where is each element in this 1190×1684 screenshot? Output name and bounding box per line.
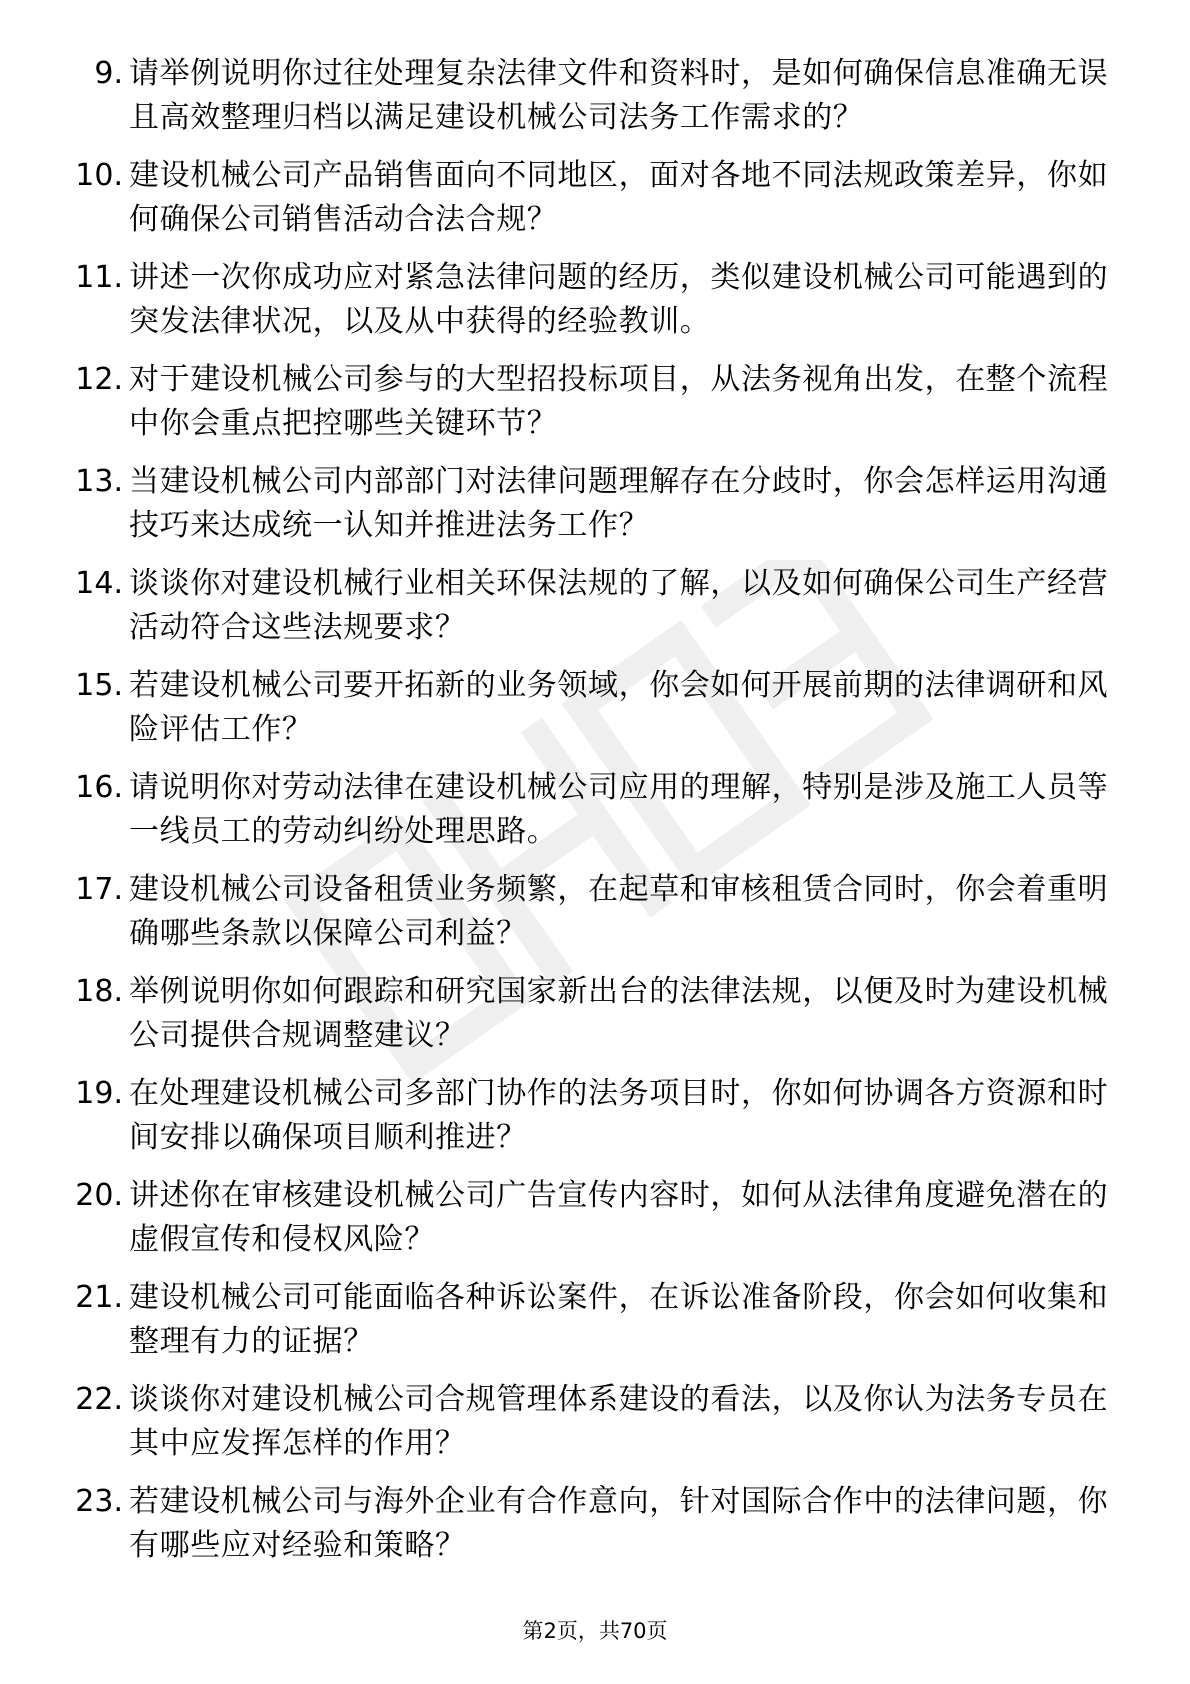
question-item	[55, 358, 1135, 460]
question-item	[55, 1276, 1135, 1378]
question-text: 建设机械公司可能面临各种诉讼案件，在诉讼准备阶段，你会如何收集和整理有力的证据？	[129, 1280, 1109, 1359]
question-number: 21.	[75, 1280, 123, 1315]
question-text: 讲述你在审核建设机械公司广告宣传内容时，如何从法律角度避免潜在的虚假宣传和侵权风险？	[129, 1178, 1109, 1257]
question-text: 若建设机械公司与海外企业有合作意向，针对国际合作中的法律问题，你有哪些应对经验和策略？	[129, 1484, 1109, 1563]
question-item	[55, 562, 1135, 664]
question-number: 22.	[75, 1382, 123, 1417]
question-item	[55, 868, 1135, 970]
question-item	[55, 1072, 1135, 1174]
question-number: 18.	[75, 974, 123, 1009]
question-text: 讲述一次你成功应对紧急法律问题的经历，类似建设机械公司可能遇到的突发法律状况，以及从中获得的经验教训。	[129, 260, 1109, 339]
question-item	[55, 52, 1135, 154]
question-text: 若建设机械公司要开拓新的业务领域，你会如何开展前期的法律调研和风险评估工作？	[129, 668, 1109, 747]
question-number: 17.	[75, 872, 123, 907]
question-item	[55, 1378, 1135, 1480]
question-item	[55, 460, 1135, 562]
question-list	[55, 52, 1135, 1582]
question-number: 14.	[75, 566, 123, 601]
question-number: 9.	[94, 56, 123, 91]
question-number: 23.	[75, 1484, 123, 1519]
question-text: 在处理建设机械公司多部门协作的法务项目时，你如何协调各方资源和时间安排以确保项目顺利推进？	[129, 1076, 1109, 1155]
question-number: 12.	[75, 362, 123, 397]
question-number: 13.	[75, 464, 123, 499]
question-item	[55, 970, 1135, 1072]
question-item	[55, 1174, 1135, 1276]
question-number: 10.	[75, 158, 123, 193]
question-number: 20.	[75, 1178, 123, 1213]
question-number: 11.	[75, 260, 123, 295]
question-text: 谈谈你对建设机械行业相关环保法规的了解，以及如何确保公司生产经营活动符合这些法规要求？	[129, 566, 1109, 645]
question-item	[55, 664, 1135, 766]
question-text: 举例说明你如何跟踪和研究国家新出台的法律法规，以便及时为建设机械公司提供合规调整建议？	[129, 974, 1109, 1053]
question-text: 当建设机械公司内部部门对法律问题理解存在分歧时，你会怎样运用沟通技巧来达成统一认知并推进法务工作？	[129, 464, 1109, 543]
question-number: 16.	[75, 770, 123, 805]
question-text: 建设机械公司产品销售面向不同地区，面对各地不同法规政策差异，你如何确保公司销售活动合法合规？	[129, 158, 1109, 237]
question-item	[55, 1480, 1135, 1582]
question-text: 请举例说明你过往处理复杂法律文件和资料时，是如何确保信息准确无误且高效整理归档以满足建设机械公司法务工作需求的？	[129, 56, 1109, 135]
question-text: 建设机械公司设备租赁业务频繁，在起草和审核租赁合同时，你会着重明确哪些条款以保障公司利益？	[129, 872, 1109, 951]
question-number: 15.	[75, 668, 123, 703]
question-number: 19.	[75, 1076, 123, 1111]
page-number-footer: 第2页，共70页	[522, 1619, 668, 1643]
question-text: 对于建设机械公司参与的大型招投标项目，从法务视角出发，在整个流程中你会重点把控哪些关键环节？	[129, 362, 1109, 441]
question-item	[55, 154, 1135, 256]
question-text: 谈谈你对建设机械公司合规管理体系建设的看法，以及你认为法务专员在其中应发挥怎样的作用？	[129, 1382, 1109, 1461]
question-item	[55, 766, 1135, 868]
question-item	[55, 256, 1135, 358]
question-text: 请说明你对劳动法律在建设机械公司应用的理解，特别是涉及施工人员等一线员工的劳动纠纷处理思路。	[129, 770, 1109, 849]
